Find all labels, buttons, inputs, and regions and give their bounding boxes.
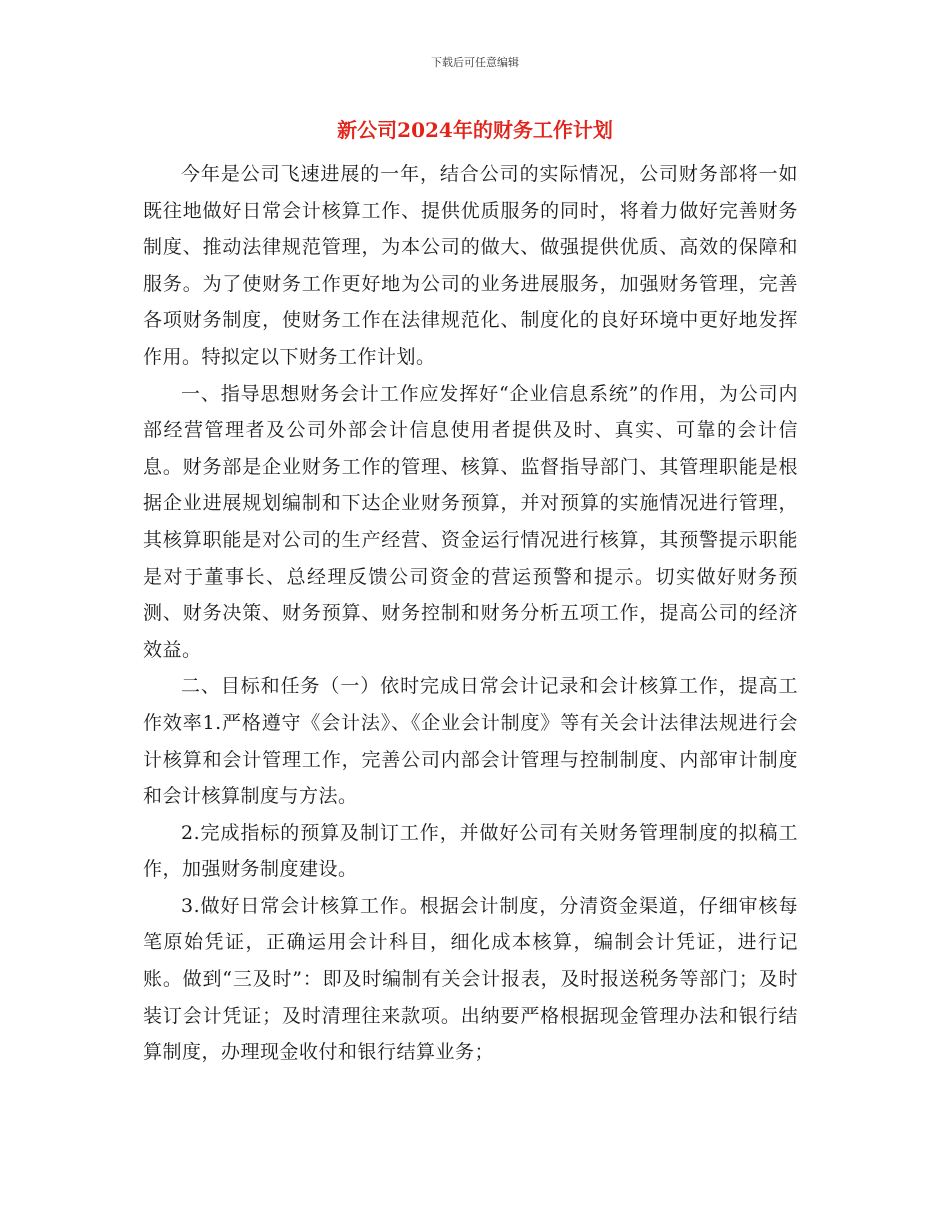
header-note: 下载后可任意编辑 xyxy=(431,56,519,69)
paragraph-goals-tasks: 二、目标和任务（一）依时完成日常会计记录和会计核算工作，提高工作效率1.严格遵守《会计法》、《企业会计制度》等有关会计法律法规进行会计核算和会计管理工作，完善公司内部会计管理与控制制度、内部审计制度和会计核算制度与方法。 xyxy=(143,675,798,808)
paragraph-item-2: 2.完成指标的预算及制订工作，并做好公司有关财务管理制度的拟稿工作，加强财务制度建设。 xyxy=(143,821,798,881)
document-title: 新公司2024年的财务工作计划 xyxy=(337,118,613,142)
document-body xyxy=(143,156,798,1071)
paragraph-guiding-ideology: 一、指导思想财务会计工作应发挥好“企业信息系统”的作用，为公司内部经营管理者及公司外部会计信息使用者提供及时、真实、可靠的会计信息。财务部是企业财务工作的管理、核算、监督指导部门、其管理职能是根据企业进展规划编制和下达企业财务预算，并对预算的实施情况进行管理，其核算职能是对公司的生产经营、资金运行情况进行核算，其预警提示职能是对于董事长、总经理反馈公司资金的营运预警和提示。切实做好财务预测、财务决策、财务预算、财务控制和财务分析五项工作，提高公司的经济效益。 xyxy=(143,382,798,661)
paragraph-intro: 今年是公司飞速进展的一年，结合公司的实际情况，公司财务部将一如既往地做好日常会计核算工作、提供优质服务的同时，将着力做好完善财务制度、推动法律规范管理，为本公司的做大、做强提供优质、高效的保障和服务。为了使财务工作更好地为公司的业务进展服务，加强财务管理，完善各项财务制度，使财务工作在法律规范化、制度化的良好环境中更好地发挥作用。特拟定以下财务工作计划。 xyxy=(143,163,798,368)
paragraph-item-3: 3.做好日常会计核算工作。根据会计制度，分清资金渠道，仔细审核每笔原始凭证，正确运用会计科目，细化成本核算，编制会计凭证，进行记账。做到“三及时”：即及时编制有关会计报表，及时报送税务等部门；及时装订会计凭证；及时清理往来款项。出纳要严格根据现金管理办法和银行结算制度，办理现金收付和银行结算业务； xyxy=(143,894,798,1064)
